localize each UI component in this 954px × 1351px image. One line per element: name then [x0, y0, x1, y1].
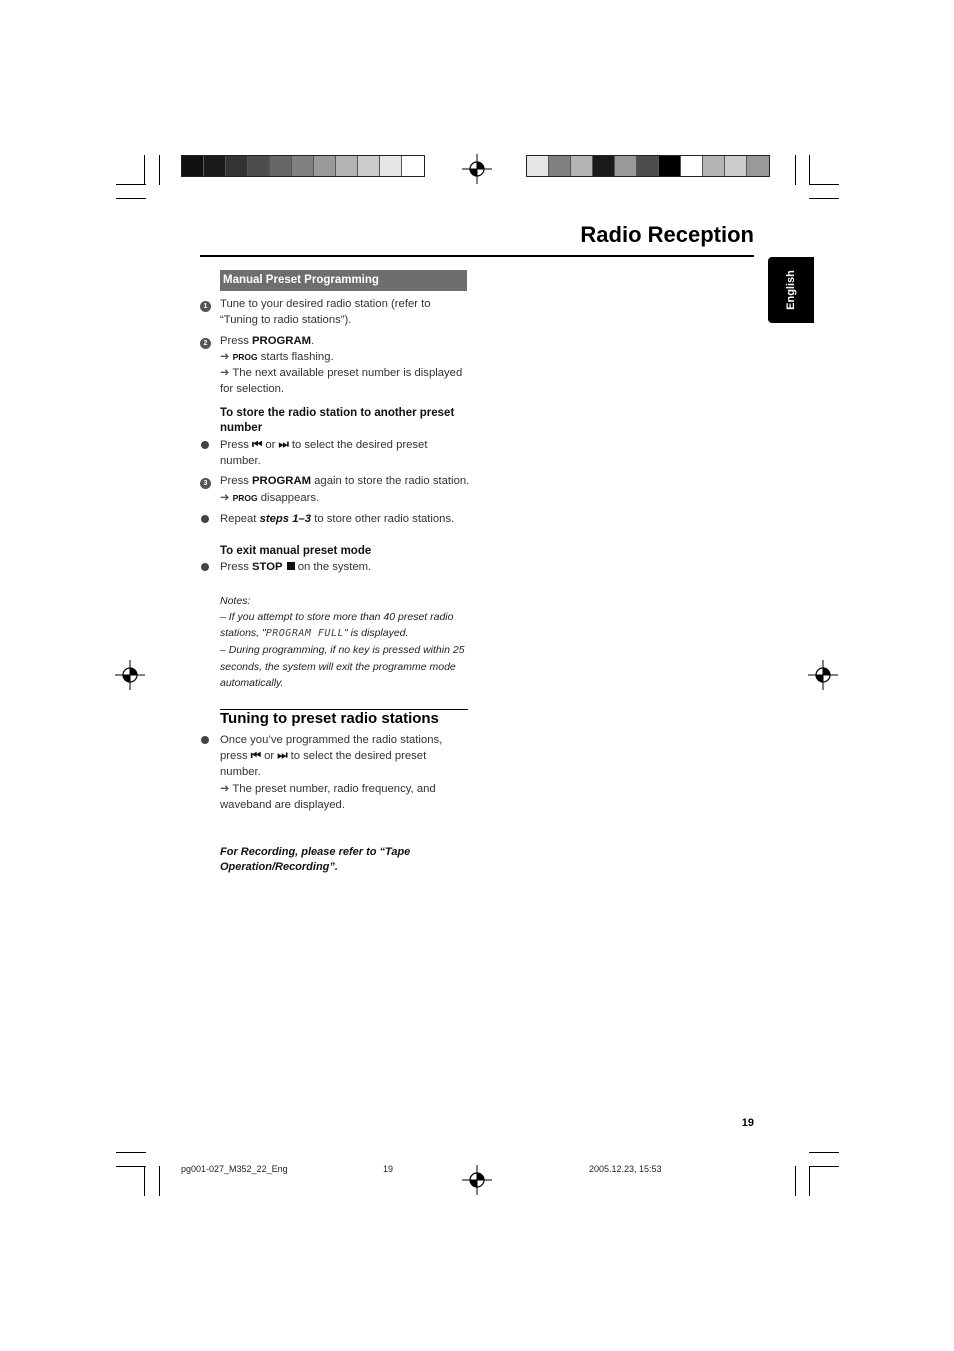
- crop-mark: [116, 1166, 146, 1167]
- next-track-icon: ⏭︎: [278, 438, 289, 451]
- bullet-marker: [200, 438, 220, 454]
- step-item: [200, 296, 470, 329]
- bullet-marker: [200, 560, 220, 576]
- bullet-item: [200, 559, 470, 575]
- step-text: Tune to your desired radio station (refer to “Tuning to radio stations”).: [220, 298, 431, 327]
- color-calibration-bar-left: [181, 155, 425, 177]
- calibration-swatch: [292, 156, 314, 176]
- bullet-item: [200, 511, 470, 527]
- steps-ref: steps 1–3: [259, 512, 312, 525]
- bullet-text: to select the desired preset number.: [220, 749, 427, 779]
- calibration-swatch: [615, 156, 637, 176]
- step-item: [200, 473, 470, 489]
- bullet-item: [200, 437, 470, 470]
- bullet-text: Press: [220, 438, 253, 451]
- section-heading-manual-preset: Manual Preset Programming: [220, 270, 467, 291]
- calibration-swatch: [248, 156, 270, 176]
- registration-mark-icon: [462, 1165, 492, 1195]
- crop-mark: [809, 1166, 839, 1167]
- footer-filename: pg001-027_M352_22_Eng: [181, 1164, 288, 1174]
- calibration-swatch: [725, 156, 747, 176]
- registration-mark-icon: [115, 660, 145, 690]
- arrow-right-icon: ➜: [220, 367, 230, 380]
- calibration-swatch: [593, 156, 615, 176]
- page-title: Radio Reception: [580, 222, 754, 247]
- previous-track-icon: ⏮︎: [252, 438, 263, 451]
- calibration-swatch: [747, 156, 769, 176]
- calibration-swatch: [182, 156, 204, 176]
- display-code: PROG: [232, 351, 258, 362]
- previous-track-icon: ⏮︎: [250, 749, 261, 762]
- result-text: disappears.: [257, 491, 320, 504]
- calibration-swatch: [549, 156, 571, 176]
- crop-mark: [159, 1166, 160, 1196]
- result-text: The preset number, radio frequency, and waveband are displayed.: [220, 782, 436, 811]
- calibration-swatch: [527, 156, 549, 176]
- note-text: " is displayed.: [344, 627, 409, 640]
- bullet-text: Repeat: [220, 512, 260, 525]
- step-text: Press: [220, 334, 253, 347]
- subheading-exit: To exit manual preset mode: [220, 545, 372, 558]
- result-line: [200, 365, 470, 398]
- page-number: 19: [741, 1117, 754, 1129]
- step-number-marker: 1: [200, 297, 220, 313]
- calibration-swatch: [314, 156, 336, 176]
- step-text: Press: [220, 475, 253, 488]
- crop-mark: [144, 155, 145, 185]
- color-calibration-bar-right: [526, 155, 770, 177]
- result-text: starts flashing.: [257, 350, 334, 363]
- crop-mark: [116, 198, 146, 199]
- registration-mark-icon: [808, 660, 838, 690]
- lcd-display-text: PROGRAM FULL: [265, 628, 344, 640]
- result-line: [200, 490, 470, 506]
- notes-label: Notes:: [220, 594, 251, 607]
- calibration-swatch: [681, 156, 703, 176]
- bullet-text: on the system.: [294, 561, 372, 574]
- recording-note: For Recording, please refer to “Tape Operation/Recording”.: [220, 846, 411, 874]
- step-text: .: [311, 334, 315, 347]
- bullet-text: or: [260, 749, 278, 762]
- arrow-right-icon: ➜: [220, 491, 230, 504]
- stop-icon: [287, 562, 295, 570]
- bullet-text: to store other radio stations.: [311, 512, 455, 525]
- crop-mark: [809, 155, 810, 185]
- main-content: [200, 270, 470, 875]
- language-tab: [768, 257, 814, 323]
- next-track-icon: ⏭︎: [277, 749, 288, 762]
- calibration-swatch: [637, 156, 659, 176]
- crop-mark: [809, 184, 839, 185]
- calibration-swatch: [380, 156, 402, 176]
- section-heading-tuning-preset: Tuning to preset radio stations: [220, 710, 439, 728]
- key-name: PROGRAM: [252, 334, 312, 347]
- crop-mark: [144, 1166, 145, 1196]
- calibration-swatch: [336, 156, 358, 176]
- calibration-swatch: [270, 156, 292, 176]
- bullet-marker: [200, 733, 220, 749]
- display-code: PROG: [232, 492, 258, 503]
- calibration-swatch: [659, 156, 681, 176]
- registration-mark-icon: [462, 154, 492, 184]
- language-tab-label: English: [785, 270, 797, 310]
- result-line: [200, 781, 470, 814]
- title-rule: [200, 255, 754, 257]
- calibration-swatch: [226, 156, 248, 176]
- result-line: [200, 349, 470, 365]
- arrow-right-icon: ➜: [220, 350, 230, 363]
- note-text: – If you attempt to store more than 40 preset radio stations, ": [220, 610, 454, 640]
- calibration-swatch: [571, 156, 593, 176]
- step-number-marker: 3: [200, 474, 220, 490]
- bullet-marker: [200, 512, 220, 528]
- note-item: – During programming, if no key is pressed within 25 seconds, the system will exit the programme mode automatically.: [220, 644, 465, 690]
- crop-mark: [809, 1166, 810, 1196]
- crop-mark: [809, 1152, 839, 1153]
- crop-mark: [159, 155, 160, 185]
- bullet-text: or: [262, 438, 279, 451]
- bullet-text: Once you’ve programmed the radio stations, press: [220, 733, 443, 762]
- bullet-text: to select the desired preset number.: [220, 438, 428, 468]
- step-text: again to store the radio station.: [311, 475, 470, 488]
- arrow-right-icon: ➜: [220, 782, 230, 795]
- crop-mark: [116, 184, 146, 185]
- crop-mark: [795, 155, 796, 185]
- calibration-swatch: [204, 156, 226, 176]
- crop-mark: [116, 1152, 146, 1153]
- result-text: The next available preset number is displayed for selection.: [220, 367, 463, 396]
- crop-mark: [809, 198, 839, 199]
- step-item: [200, 333, 470, 349]
- calibration-swatch: [402, 156, 424, 176]
- key-name: STOP: [252, 561, 283, 574]
- calibration-swatch: [358, 156, 380, 176]
- bullet-text: Press: [220, 561, 253, 574]
- footer-page: 19: [383, 1164, 394, 1174]
- note-item: [200, 609, 470, 643]
- bullet-item: [200, 732, 470, 781]
- key-name: PROGRAM: [252, 475, 312, 488]
- crop-mark: [795, 1166, 796, 1196]
- step-number-marker: 2: [200, 334, 220, 350]
- footer-datetime: 2005.12.23, 15:53: [589, 1164, 662, 1174]
- subheading-store: To store the radio station to another preset number: [220, 406, 455, 434]
- calibration-swatch: [703, 156, 725, 176]
